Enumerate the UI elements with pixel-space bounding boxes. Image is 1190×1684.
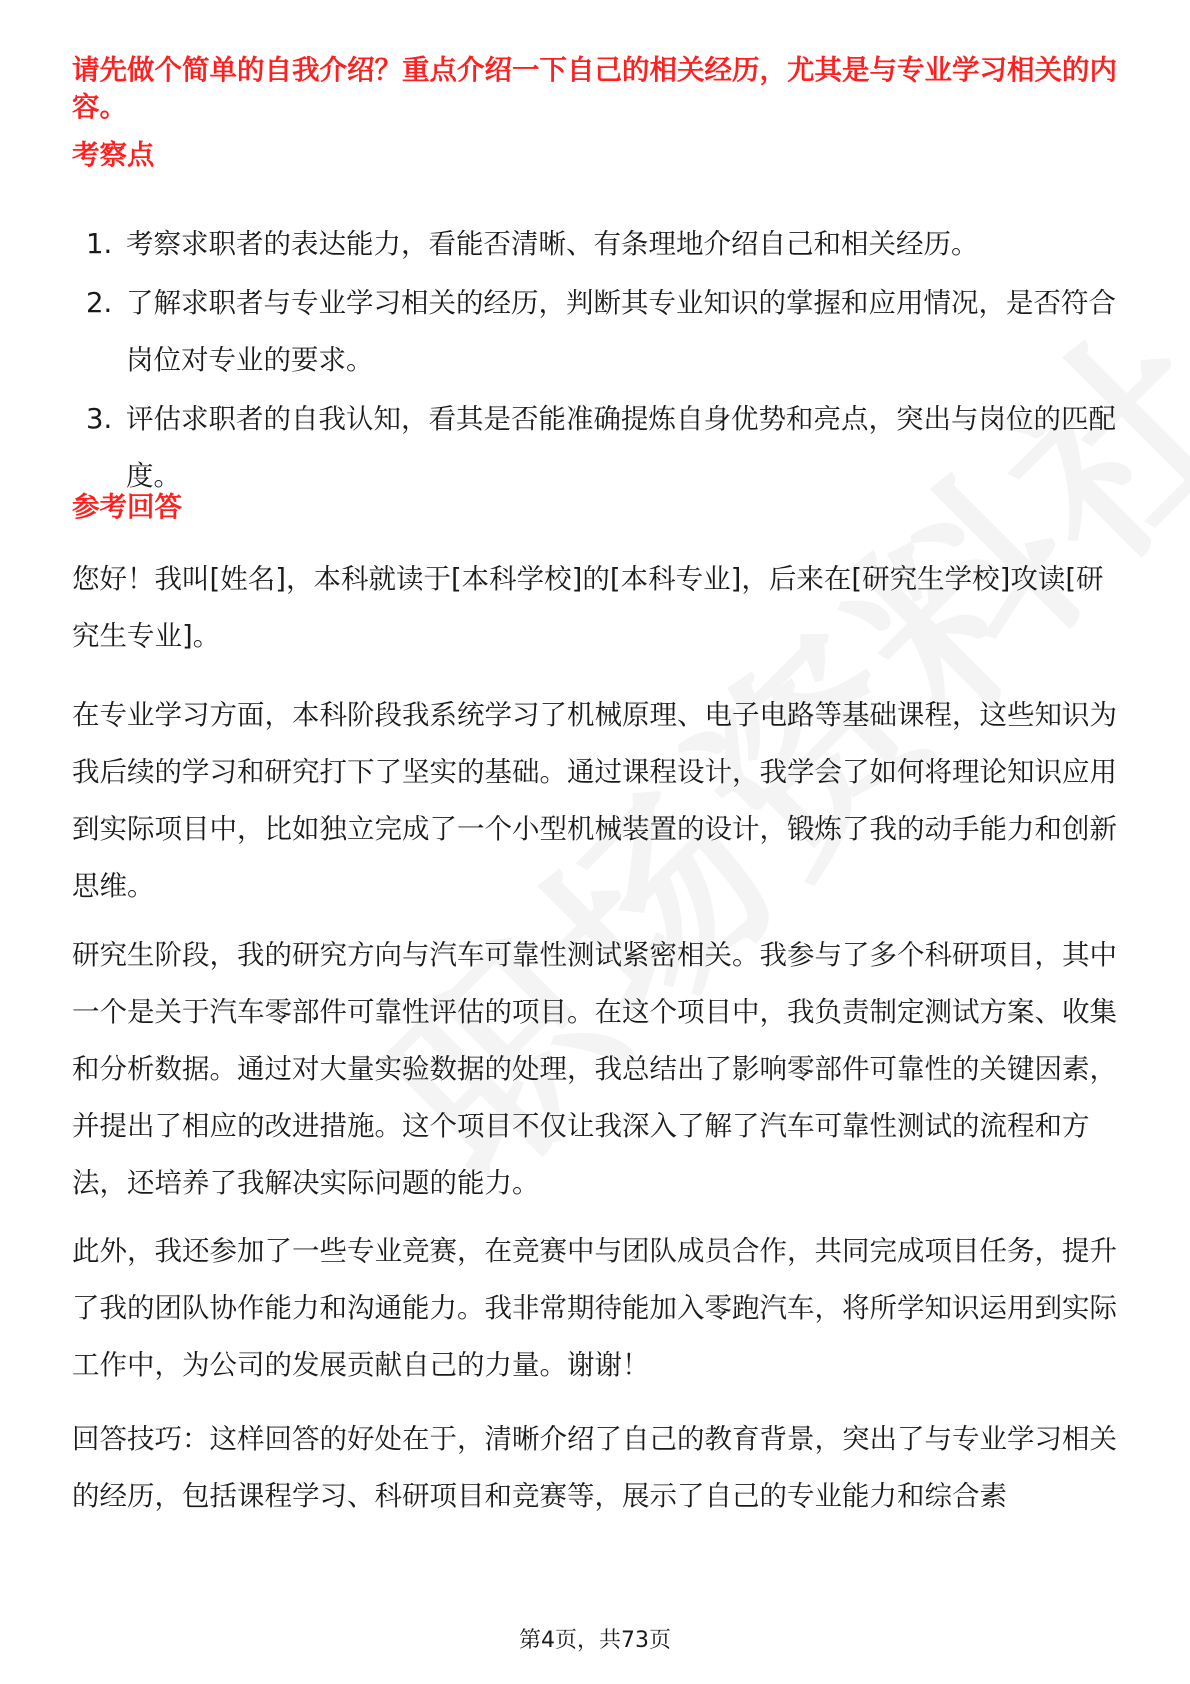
answer-paragraph: 您好！我叫[姓名]，本科就读于[本科学校]的[本科专业]，后来在[研究生学校]攻读[研究生专业]。 (72, 563, 1104, 652)
list-item-text: 考察求职者的表达能力，看能否清晰、有条理地介绍自己和相关经历。 (126, 228, 979, 260)
section-title-points: 考察点 (72, 139, 155, 171)
answer-paragraph: 研究生阶段，我的研究方向与汽车可靠性测试紧密相关。我参与了多个科研项目，其中一个是关于汽车零部件可靠性评估的项目。在这个项目中，我负责制定测试方案、收集和分析数据。通过对大量实验数据的处理，我总结出了影响零部件可靠性的关键因素，并提出了相应的改进措施。这个项目不仅让我深入了解了汽车可靠性测试的流程和方法，还培养了我解决实际问题的能力。 (72, 939, 1117, 1199)
list-item (72, 391, 1122, 505)
answer-paragraph: 在专业学习方面，本科阶段我系统学习了机械原理、电子电路等基础课程，这些知识为我后续的学习和研究打下了坚实的基础。通过课程设计，我学会了如何将理论知识应用到实际项目中，比如独立完成了一个小型机械装置的设计，锻炼了我的动手能力和创新思维。 (72, 699, 1117, 902)
list-item (72, 216, 1122, 273)
points-list (72, 216, 1122, 507)
list-item-text: 评估求职者的自我认知，看其是否能准确提炼自身优势和亮点，突出与岗位的匹配度。 (126, 403, 1116, 492)
answer-tips-paragraph: 回答技巧：这样回答的好处在于，清晰介绍了自己的教育背景，突出了与专业学习相关的经历，包括课程学习、科研项目和竞赛等，展示了自己的专业能力和综合素 (72, 1423, 1117, 1512)
list-item-text: 了解求职者与专业学习相关的经历，判断其专业知识的掌握和应用情况，是否符合岗位对专业的要求。 (126, 287, 1116, 376)
list-number: 3. (86, 403, 113, 435)
answer-paragraph: 此外，我还参加了一些专业竞赛，在竞赛中与团队成员合作，共同完成项目任务，提升了我的团队协作能力和沟通能力。我非常期待能加入零跑汽车，将所学知识运用到实际工作中，为公司的发展贡献自己的力量。谢谢！ (72, 1235, 1117, 1381)
page-footer: 第4页，共73页 (519, 1628, 671, 1653)
section-title-answer: 参考回答 (72, 491, 182, 523)
list-number: 2. (86, 287, 113, 319)
question-heading: 请先做个简单的自我介绍？重点介绍一下自己的相关经历，尤其是与专业学习相关的内容。 (72, 54, 1117, 123)
list-item (72, 275, 1122, 389)
list-number: 1. (86, 228, 113, 260)
